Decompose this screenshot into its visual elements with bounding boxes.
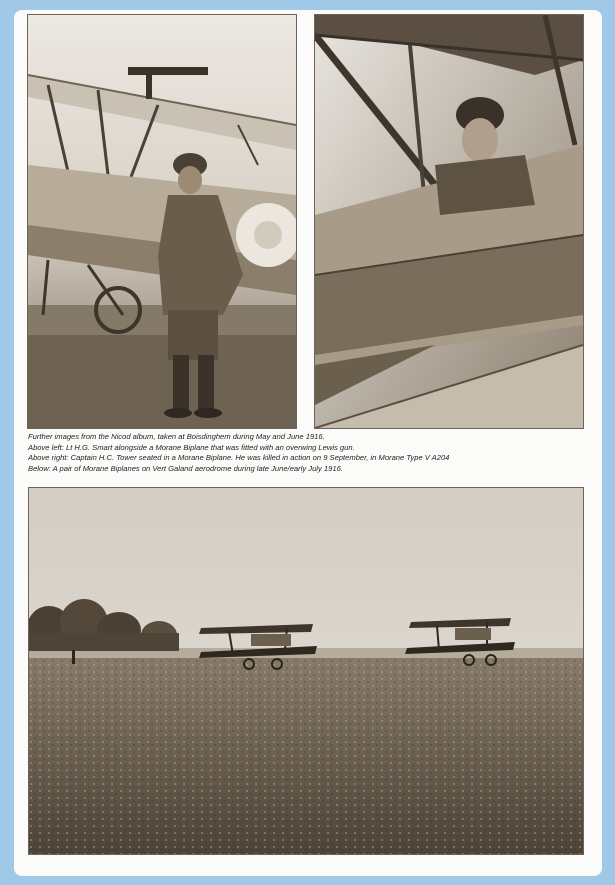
caption-block: [28, 432, 588, 474]
caption-above-left: Above left: Lt H.G. Smart alongside a Morane Biplane that was fitted with an overwing Lewis gun.: [28, 442, 355, 452]
caption-below: Below: A pair of Morane Biplanes on Vert Galand aerodrome during late June/early July 1916.: [28, 463, 343, 473]
photo-pilot-cockpit: [314, 14, 584, 429]
photo-aerodrome-image: [29, 488, 583, 854]
photo-aerodrome: [28, 487, 584, 855]
photo-pilot-standing-image: [28, 15, 296, 428]
caption-intro: Further images from the Nicod album, taken at Boisdinghem during May and June 1916.: [28, 432, 325, 441]
magazine-page: [14, 10, 602, 876]
caption-above-right: Above right: Captain H.C. Tower seated in a Morane Biplane. He was killed in action on 9 September, in Morane Type V A204: [28, 453, 450, 463]
photo-pilot-standing: [27, 14, 297, 429]
photo-pilot-cockpit-image: [315, 15, 583, 428]
